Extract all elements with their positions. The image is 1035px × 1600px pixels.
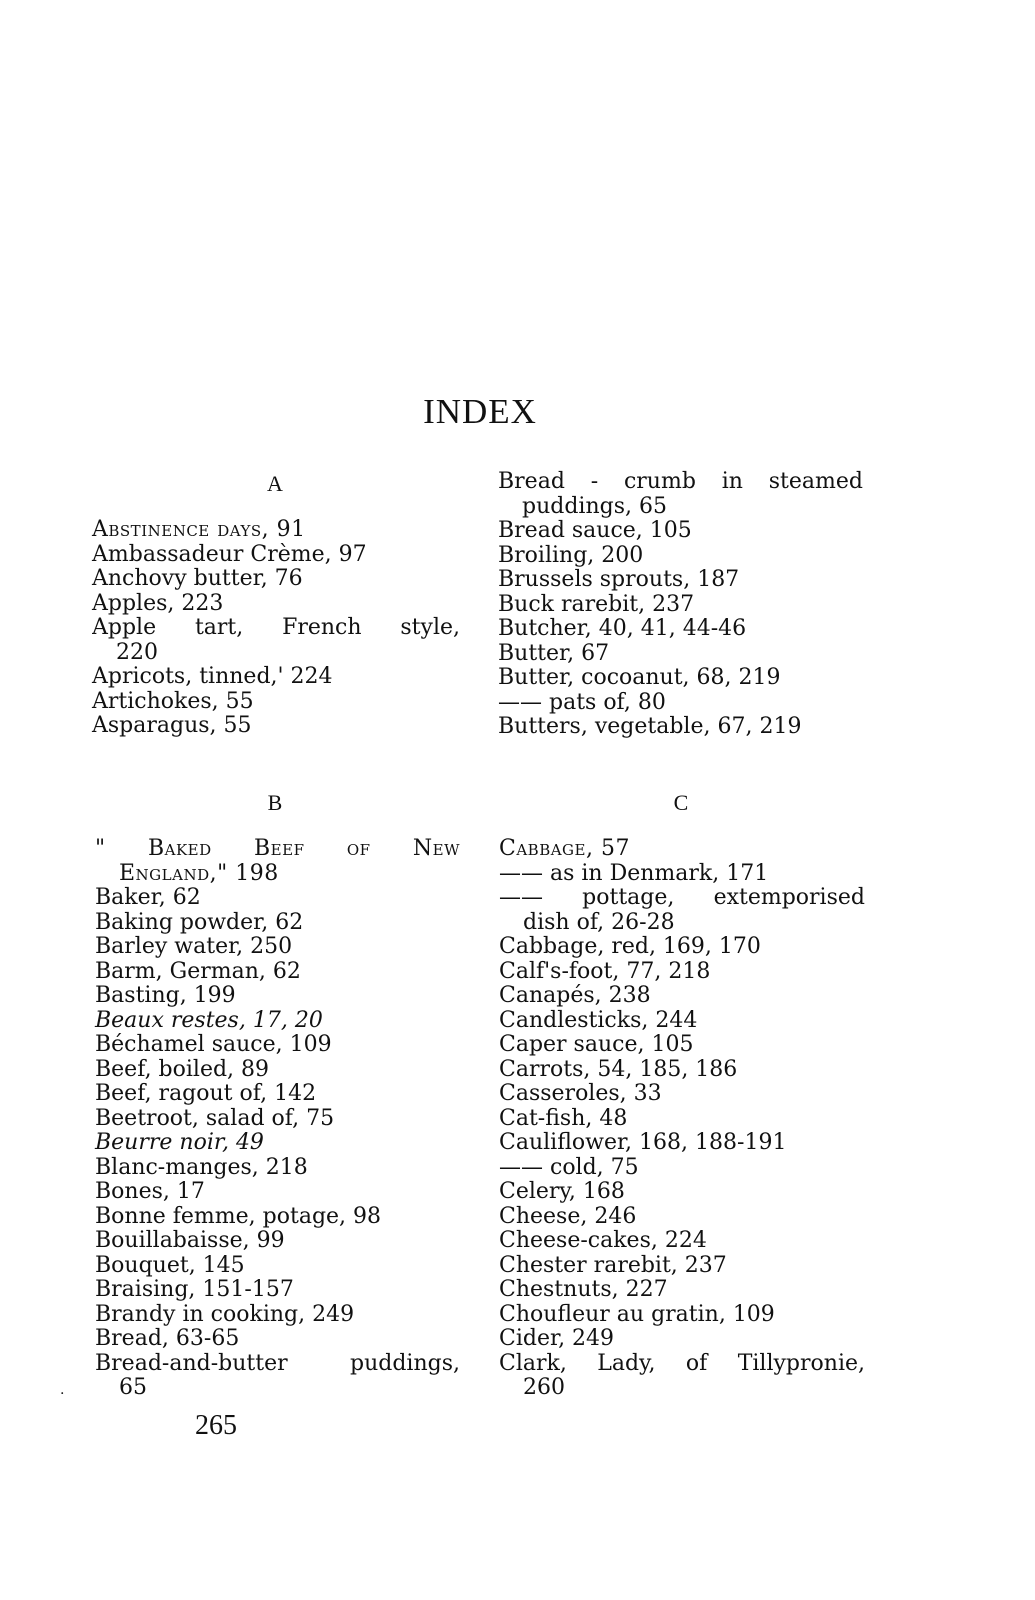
index-entry-continuation: 65 (119, 1375, 147, 1400)
index-entry: —— pottage, extemporised (499, 886, 865, 910)
section-letter-b: B (267, 790, 283, 815)
index-entry: Clark, Lady, of Tillypronie, (499, 1351, 865, 1376)
index-entry: Brussels sprouts, 187 (498, 567, 740, 592)
index-entry: Cheese, 246 (499, 1203, 637, 1229)
index-entry-continuation: puddings, 65 (522, 493, 667, 519)
index-entry-continuation: dish of, 26-28 (523, 909, 675, 935)
index-entry-continuation: 220 (116, 639, 158, 665)
page-title: INDEX (423, 392, 537, 431)
index-entry: Celery, 168 (499, 1179, 625, 1204)
index-entry: —— cold, 75 (499, 1154, 639, 1180)
index-entry: Apples, 223 (92, 590, 224, 616)
index-entry: Abstinence days, 91 (92, 517, 306, 542)
index-entry: Bouquet, 145 (95, 1252, 245, 1278)
index-entry: Cheese-cakes, 224 (499, 1228, 707, 1253)
index-entry: Barm, German, 62 (95, 958, 301, 984)
index-entry: Cabbage, 57 (499, 836, 630, 861)
index-entry: Casseroles, 33 (499, 1081, 662, 1106)
index-entry: Ambassadeur Crème, 97 (92, 541, 367, 567)
index-entry: Butter, 67 (498, 640, 610, 666)
index-entry: Bones, 17 (95, 1179, 205, 1204)
index-entry: Chestnuts, 227 (499, 1277, 668, 1302)
index-entry: Bread, 63-65 (95, 1326, 240, 1351)
index-entry: Beetroot, salad of, 75 (95, 1105, 335, 1131)
index-entry: Broiling, 200 (498, 542, 644, 568)
index-entry: Bonne femme, potage, 98 (95, 1203, 382, 1229)
page-number: 265 (195, 1410, 237, 1441)
index-entry: Calf's-foot, 77, 218 (499, 958, 711, 984)
index-entry: Caper sauce, 105 (499, 1032, 694, 1057)
index-entry: Choufleur au gratin, 109 (499, 1301, 775, 1327)
index-entry: Blanc-manges, 218 (95, 1154, 308, 1180)
index-entry: Bread-and-butter puddings, (95, 1351, 460, 1376)
index-entry: Butter, cocoanut, 68, 219 (498, 665, 781, 690)
index-entry: —— as in Denmark, 171 (499, 860, 769, 886)
index-entry: Canapés, 238 (499, 983, 651, 1008)
index-entry: " Baked Beef of New (95, 837, 460, 861)
index-entry: Carrots, 54, 185, 186 (499, 1056, 738, 1082)
index-entry: Chester rarebit, 237 (499, 1252, 727, 1278)
index-entry-continuation: 260 (523, 1375, 565, 1400)
index-entry: Baker, 62 (95, 885, 201, 910)
index-entry: Apricots, tinned,' 224 (92, 664, 333, 689)
index-entry: Cat-fish, 48 (499, 1105, 628, 1131)
index-entry: Cauliflower, 168, 188-191 (499, 1130, 787, 1155)
index-column-left-bottom (95, 837, 460, 1401)
index-entry: Butters, vegetable, 67, 219 (498, 714, 802, 739)
index-entry: Brandy in cooking, 249 (95, 1301, 355, 1327)
index-entry: Beaux restes, 17, 20 (95, 1007, 323, 1033)
section-letter-c: C (673, 790, 689, 815)
index-entry: Beef, boiled, 89 (95, 1056, 270, 1082)
index-entry: Braising, 151-157 (95, 1277, 294, 1302)
index-entry: Cider, 249 (499, 1326, 615, 1351)
index-column-right-top (498, 470, 863, 740)
index-entry: Bouillabaisse, 99 (95, 1228, 285, 1253)
index-entry: Bread sauce, 105 (498, 518, 692, 543)
index-entry: Beurre noir, 49 (95, 1130, 264, 1155)
index-entry: Béchamel sauce, 109 (95, 1032, 332, 1057)
index-entry: Asparagus, 55 (92, 713, 252, 738)
index-entry: Bread - crumb in steamed (498, 470, 863, 494)
index-entry: Cabbage, red, 169, 170 (499, 934, 761, 959)
index-entry: —— pats of, 80 (498, 689, 666, 715)
index-entry: Candlesticks, 244 (499, 1007, 698, 1033)
index-entry: Artichokes, 55 (92, 688, 254, 714)
index-entry: Basting, 199 (95, 983, 236, 1008)
index-entry-continuation: England," 198 (119, 860, 279, 886)
index-entry: Buck rarebit, 237 (498, 591, 695, 617)
section-letter-a: A (267, 471, 283, 496)
index-entry: Barley water, 250 (95, 934, 293, 959)
index-entry: Butcher, 40, 41, 44-46 (498, 616, 747, 641)
index-entry: Anchovy butter, 76 (92, 566, 303, 591)
index-entry: Beef, ragout of, 142 (95, 1081, 317, 1106)
index-column-right-bottom (499, 837, 865, 1401)
stray-mark: . (60, 1382, 65, 1398)
index-entry: Baking powder, 62 (95, 909, 304, 935)
index-column-left-top (92, 518, 460, 739)
index-entry: Apple tart, French style, (92, 616, 460, 640)
